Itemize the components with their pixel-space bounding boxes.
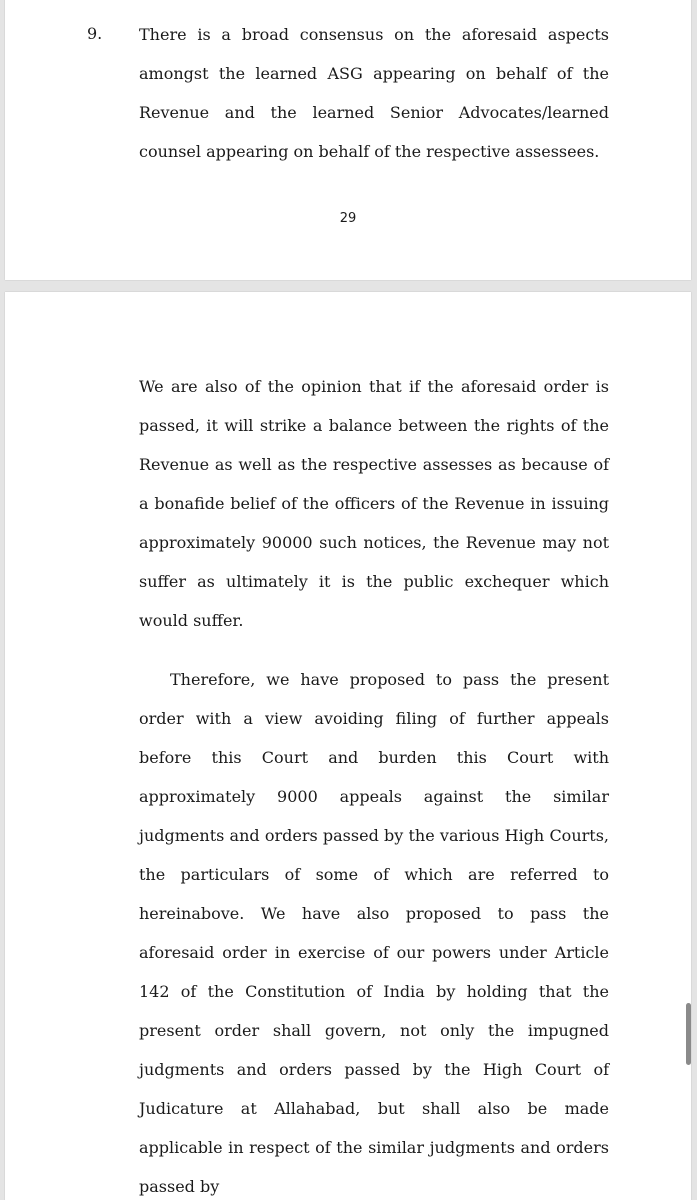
scrollbar-thumb[interactable]	[686, 1003, 691, 1065]
paragraph-opinion: We are also of the opinion that if the aforesaid order is passed, it will strike a balance between the rights of the Revenue as well as the respective assesses as because of a bonafide belief of the officers of the Revenue in issuing approximately 90000 such notices, the Revenue may not suffer as ultimately it is the public exchequer which would suffer.	[139, 377, 609, 630]
document-page-30	[5, 292, 691, 1200]
page-number: 29	[339, 211, 357, 226]
paragraph-9: There is a broad consensus on the aforesaid aspects amongst the learned ASG appearing on behalf of the Revenue and the learned Senior Advocates/learned counsel appearing on behalf of the respective assessees.	[139, 25, 609, 161]
paragraph-9-text-block	[139, 15, 609, 171]
paragraph-spacer	[139, 640, 609, 660]
page-30-text-block	[139, 367, 609, 1200]
paragraph-number: 9.	[87, 24, 103, 43]
paragraph-therefore: Therefore, we have proposed to pass the present order with a view avoiding filing of further appeals before this Court and burden this Court with approximately 9000 appeals against the similar judgments and orders passed by the various High Courts, the particulars of some of which are referred to hereinabove. We have also proposed to pass the aforesaid order in exercise of our powers under Article 142 of the Constitution of India by holding that the present order shall govern, not only the impugned judgments and orders passed by the High Court of Judicature at Allahabad, but shall also be made applicable in respect of the similar judgments and orders passed by	[139, 670, 609, 1196]
document-page-29	[5, 0, 691, 280]
